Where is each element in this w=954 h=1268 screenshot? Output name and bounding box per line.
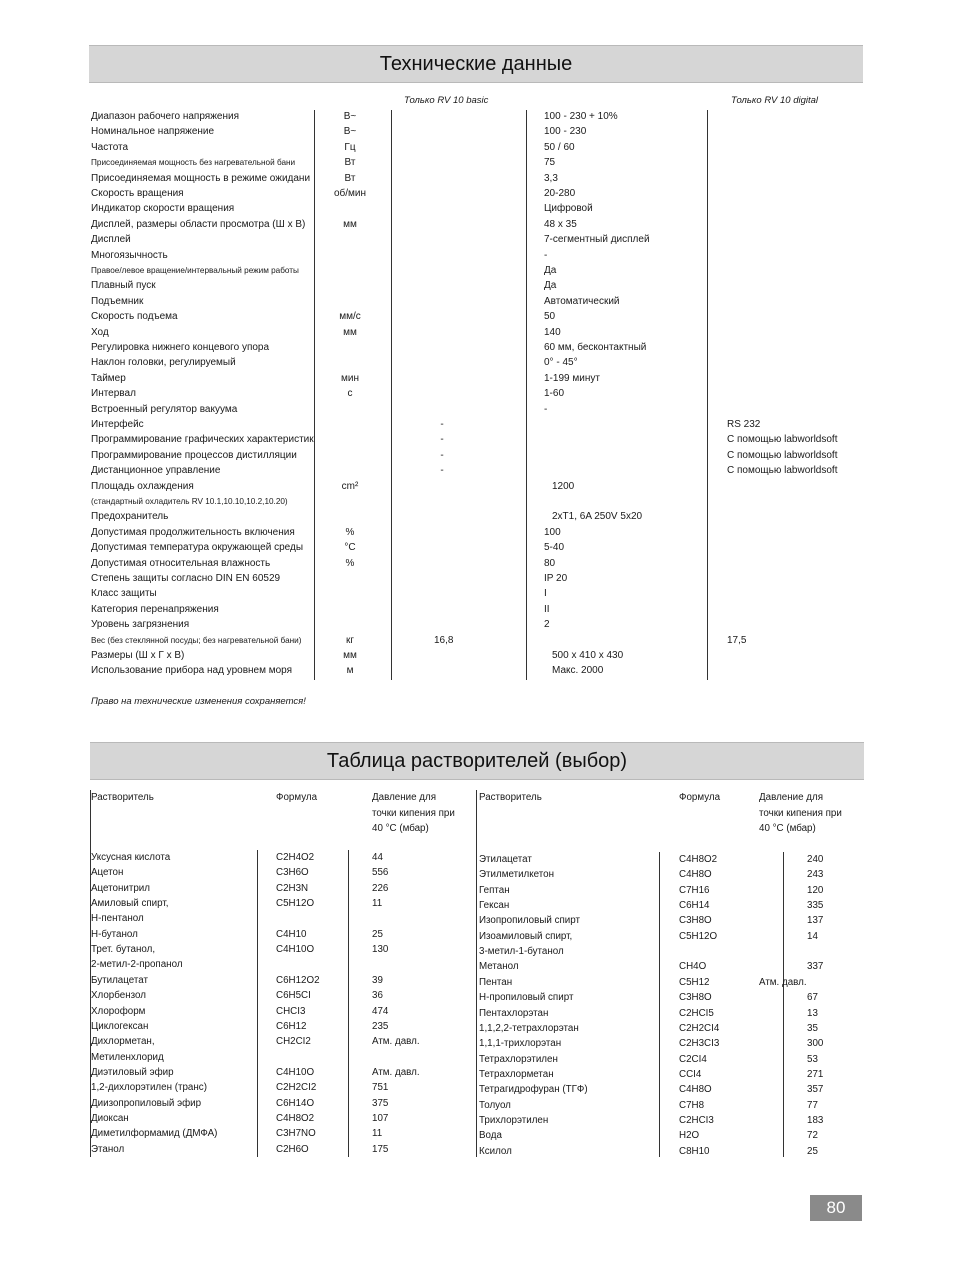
solvent-name: 2-метил-2-пропанол (91, 959, 183, 971)
spec-unit: Вт (344, 157, 356, 169)
spec-label: Индикатор скорости вращения (91, 203, 235, 215)
solvent-name: 1,2-дихлорэтилен (транс) (91, 1082, 207, 1094)
solvent-table-title: Таблица растворителей (выбор) (90, 742, 864, 780)
spec-unit: мин (341, 372, 359, 384)
solvent-formula: C8H10 (679, 1145, 710, 1157)
solvent-pressure: 556 (372, 867, 389, 879)
solvent-name: Н-пропиловый спирт (479, 992, 574, 1004)
solvent-pressure: 137 (807, 915, 824, 927)
spec-value: 500 x 410 x 430 (552, 650, 624, 661)
solvent-name: Вода (479, 1130, 502, 1142)
solvent-formula: C5H12 (679, 976, 710, 988)
solvent-formula: C4H8O (679, 869, 712, 881)
spec-value: Автоматический (544, 295, 620, 307)
solvent-pressure: 335 (807, 900, 824, 912)
tech-column-rule (707, 110, 708, 680)
solvent-name: Этилметилкетон (479, 869, 555, 881)
solvent-name: Гексан (479, 900, 510, 912)
spec-value: 100 - 230 (544, 126, 587, 138)
solvent-pressure: 130 (372, 944, 389, 956)
header-solvent: Растворитель (91, 792, 154, 803)
solvent-pressure: 25 (372, 928, 383, 940)
spec-label: Дисплей, размеры области просмотра (Ш х В) (91, 218, 306, 230)
solvent-pressure: 39 (372, 974, 383, 986)
solvent-pressure: 183 (807, 1114, 824, 1126)
solvent-formula: C4H8O2 (276, 1112, 315, 1124)
tech-data-title: Технические данные (89, 45, 863, 83)
solvent-name: 1,1,1-трихлорэтан (479, 1038, 562, 1050)
disclaimer-note: Право на технические изменения сохраняется! (91, 696, 306, 707)
solvent-pressure: 44 (372, 852, 383, 863)
solvent-pressure: 11 (372, 1128, 383, 1140)
header-pressure: 40 °C (мбар) (759, 823, 816, 834)
solvent-name: Тетрахлорэтилен (479, 1053, 558, 1065)
spec-label: Интерфейс (91, 419, 144, 430)
solvent-name: Изопропиловый спирт (479, 915, 580, 927)
solvent-name: Диэтиловый эфир (91, 1066, 174, 1078)
spec-label: Встроенный регулятор вакуума (91, 403, 238, 415)
spec-value: Макс. 2000 (552, 665, 604, 677)
solvent-name: Тетрагидрофуран (ТГФ) (479, 1084, 588, 1096)
header-pressure: 40 °C (мбар) (372, 823, 429, 834)
solvent-name: Диизопропиловый эфир (91, 1097, 202, 1109)
solvent-formula: CH4O (679, 961, 707, 973)
header-formula: Формула (679, 792, 721, 803)
solvent-column-rule (257, 850, 258, 1157)
spec-label: Вес (без стеклянной посуды; без нагревательной бани) (91, 635, 302, 645)
spec-label: Допустимая температура окружающей среды (91, 542, 304, 554)
solvent-formula: C6H12 (276, 1020, 307, 1032)
spec-value: 80 (544, 557, 556, 569)
spec-unit: об/мин (333, 188, 367, 199)
solvent-pressure: 120 (807, 884, 824, 896)
solvent-formula: C6H12O2 (276, 974, 320, 986)
spec-value: 140 (544, 326, 561, 338)
spec-unit: В~ (343, 126, 357, 138)
solvent-formula: C5H12O (679, 930, 718, 942)
solvent-formula: C2H6O (276, 1143, 309, 1155)
spec-value: Цифровой (544, 203, 593, 215)
spec-label: Интервал (91, 388, 136, 400)
solvent-column-rule (783, 852, 784, 1157)
spec-unit: мм (343, 326, 357, 338)
solvent-formula: C6H14 (679, 900, 710, 912)
spec-basic-value: 16,8 (434, 634, 454, 646)
spec-label: Многоязычность (91, 249, 168, 261)
solvent-name: Тетрахлорметан (479, 1068, 554, 1080)
spec-digital-value: С помощью labworldsoft (727, 465, 838, 477)
solvent-name: Амиловый спирт, (91, 898, 169, 910)
header-solvent: Растворитель (479, 792, 542, 803)
spec-value: Да (544, 265, 557, 276)
solvent-name: Бутилацетат (91, 974, 148, 986)
spec-value: 1-60 (544, 388, 565, 400)
solvent-pressure: 751 (372, 1082, 389, 1094)
spec-value: 0° - 45° (544, 357, 578, 369)
solvent-pressure: 240 (807, 854, 824, 865)
solvent-name: Трет. бутанол, (91, 944, 156, 956)
solvent-name: Метанол (479, 961, 519, 973)
spec-label: Класс защиты (91, 588, 157, 600)
spec-value: 50 (544, 311, 556, 323)
solvent-formula: CHCI3 (276, 1005, 306, 1017)
spec-label: Площадь охлаждения (91, 480, 194, 492)
solvent-name: Диметилформамид (ДМФА) (91, 1128, 218, 1140)
solvent-name: Метиленхлорид (91, 1051, 164, 1063)
solvent-name: Трихлорэтилен (479, 1114, 549, 1126)
spec-unit: % (345, 557, 355, 569)
spec-label: Частота (91, 141, 129, 153)
spec-label: Регулировка нижнего концевого упора (91, 342, 270, 353)
solvent-pressure: 337 (807, 961, 824, 973)
solvent-name: Гептан (479, 884, 510, 896)
solvent-pressure: 11 (372, 898, 383, 910)
solvent-formula: C3H6O (276, 867, 309, 879)
spec-basic-value: - (440, 419, 444, 430)
solvent-name: Уксусная кислота (91, 852, 171, 863)
solvent-pressure: Атм. давл. (759, 976, 807, 988)
solvent-formula: C7H16 (679, 884, 710, 896)
solvent-formula: C4H10O (276, 1066, 315, 1078)
spec-label: Ход (91, 326, 109, 338)
solvent-formula: CH2CI2 (276, 1036, 311, 1048)
spec-label: Категория перенапряжения (91, 603, 219, 615)
spec-unit: cm² (341, 480, 359, 492)
solvent-formula: C2H3CI3 (679, 1038, 720, 1050)
solvent-name: Дихлорметан, (91, 1036, 155, 1048)
spec-label: Номинальное напряжение (91, 126, 215, 138)
spec-label: Плавный пуск (91, 280, 156, 292)
spec-label: Дистанционное управление (91, 465, 221, 477)
spec-label: Таймер (91, 372, 126, 384)
spec-value: 60 мм, бесконтактный (544, 342, 647, 353)
spec-label: Уровень загрязнения (91, 619, 190, 631)
solvent-pressure: 235 (372, 1020, 389, 1032)
spec-unit: В~ (343, 111, 357, 122)
solvent-formula: C4H8O (679, 1084, 712, 1096)
spec-label: Диапазон рабочего напряжения (91, 111, 239, 122)
spec-label: Скорость вращения (91, 188, 184, 199)
spec-value: 20-280 (544, 188, 576, 199)
spec-label: Допустимая относительная влажность (91, 557, 271, 569)
spec-value: 3,3 (544, 172, 558, 184)
solvent-pressure: 271 (807, 1068, 824, 1080)
spec-value: 5-40 (544, 542, 565, 554)
spec-digital-value: RS 232 (727, 419, 761, 430)
solvent-column-rule (659, 852, 660, 1157)
solvent-pressure: 243 (807, 869, 824, 881)
solvent-pressure: 226 (372, 882, 389, 894)
spec-value: 48 x 35 (544, 218, 577, 230)
solvent-formula: C2H2CI2 (276, 1082, 317, 1094)
spec-label: Использование прибора над уровнем моря (91, 665, 293, 677)
solvent-formula: H2O (679, 1130, 700, 1142)
solvent-name: Н-бутанол (91, 928, 138, 940)
spec-value: IP 20 (544, 573, 568, 584)
spec-basic-value: - (440, 449, 444, 461)
spec-value: 7-сегментный дисплей (544, 234, 650, 246)
solvent-name: Изоамиловый спирт, (479, 930, 573, 942)
solvent-name: Ксилол (479, 1145, 512, 1157)
solvent-pressure: 53 (807, 1053, 818, 1065)
spec-label: Программирование процессов дистилляции (91, 449, 297, 461)
spec-basic-value: - (440, 434, 444, 446)
solvent-pressure: 375 (372, 1097, 389, 1109)
header-pressure: Давление для (372, 792, 437, 803)
spec-label: Дисплей (91, 234, 131, 246)
spec-unit: м (346, 665, 354, 677)
solvent-formula: CCI4 (679, 1068, 702, 1080)
spec-unit: с (347, 388, 353, 400)
solvent-formula: C2HCI5 (679, 1007, 714, 1019)
spec-value: 50 / 60 (544, 141, 575, 153)
page-number: 80 (810, 1195, 862, 1221)
solvent-formula: C3H8O (679, 992, 712, 1004)
solvent-name: Пентахлорэтан (479, 1007, 549, 1019)
solvent-formula: C4H8O2 (679, 854, 718, 865)
solvent-pressure: 474 (372, 1005, 389, 1017)
solvent-pressure: 300 (807, 1038, 824, 1050)
solvent-column-rule (348, 850, 349, 1157)
solvent-pressure: 25 (807, 1145, 818, 1157)
solvent-pressure: 14 (807, 930, 818, 942)
col-header-basic: Только RV 10 basic (404, 95, 489, 106)
solvent-name: Ацетонитрил (91, 882, 150, 894)
spec-value: 1-199 минут (544, 372, 600, 384)
solvent-pressure: 13 (807, 1007, 818, 1019)
solvent-pressure: 77 (807, 1099, 818, 1111)
solvent-name: Толуол (479, 1099, 511, 1111)
solvent-name: Хлорбензол (91, 990, 146, 1002)
spec-unit: мм/с (339, 311, 361, 323)
solvent-formula: C6H14O (276, 1097, 315, 1109)
spec-digital-value: 17,5 (727, 634, 747, 646)
solvent-pressure: 72 (807, 1130, 818, 1142)
solvent-formula: C5H12O (276, 898, 315, 910)
solvent-name: Этанол (91, 1143, 125, 1155)
solvent-formula: C2HCI3 (679, 1114, 714, 1126)
spec-unit: мм (343, 218, 357, 230)
spec-unit: °C (344, 542, 356, 554)
spec-digital-value: С помощью labworldsoft (727, 434, 838, 446)
header-pressure: точки кипения при (759, 807, 842, 819)
solvent-name: Этилацетат (479, 854, 532, 865)
col-header-digital: Только RV 10 digital (731, 95, 819, 106)
spec-value: - (544, 249, 548, 261)
solvent-name: Ацетон (91, 867, 124, 879)
spec-value: 100 (544, 526, 561, 538)
solvent-formula: C4H10O (276, 944, 315, 956)
spec-value: Да (544, 280, 557, 292)
solvent-pressure: 35 (807, 1022, 818, 1034)
spec-unit: Вт (344, 172, 356, 184)
spec-digital-value: С помощью labworldsoft (727, 449, 838, 461)
solvent-name: Хлороформ (91, 1005, 146, 1017)
solvent-formula: C2CI4 (679, 1053, 707, 1065)
tech-column-rule (391, 110, 392, 680)
solvent-name: Диоксан (91, 1112, 129, 1124)
solvent-formula: C6H5CI (276, 990, 311, 1002)
solvent-formula: C3H7NO (276, 1128, 316, 1140)
solvent-name: Циклогексан (91, 1020, 149, 1032)
spec-unit: Гц (344, 141, 356, 153)
solvent-pressure: 67 (807, 992, 818, 1004)
spec-label: Скорость подъема (91, 311, 178, 323)
header-pressure: Давление для (759, 792, 824, 803)
spec-label: Подъемник (91, 295, 144, 307)
solvent-name: 3-метил-1-бутанол (479, 946, 564, 958)
solvent-column-rule (476, 790, 477, 1157)
spec-label: Программирование графических характеристик (91, 434, 314, 446)
spec-label: Правое/левое вращение/интервальный режим работы (91, 266, 299, 275)
spec-unit: мм (343, 650, 357, 661)
spec-value: I (544, 588, 547, 600)
spec-label: Присоединяемая мощность без нагревательной бани (91, 158, 296, 168)
solvent-pressure: 357 (807, 1084, 824, 1096)
solvent-pressure: Атм. давл. (372, 1036, 420, 1048)
spec-value: 100 - 230 + 10% (544, 111, 618, 122)
spec-value: 2 (544, 619, 550, 631)
spec-label: Степень защиты согласно DIN EN 60529 (91, 573, 281, 584)
spec-label: Допустимая продолжительность включения (91, 526, 295, 538)
solvent-name: Пентан (479, 976, 513, 988)
solvent-formula: C4H10 (276, 928, 307, 940)
header-formula: Формула (276, 792, 318, 803)
spec-label: Присоединяемая мощность в режиме ожидани (91, 172, 311, 184)
spec-unit: % (345, 526, 355, 538)
spec-unit: кг (345, 634, 355, 646)
solvent-pressure: Атм. давл. (372, 1066, 420, 1078)
spec-label: (стандартный охладитель RV 10.1,10.10,10.2,10.20) (91, 497, 288, 506)
solvent-pressure: 107 (372, 1112, 389, 1124)
spec-label: Предохранитель (91, 511, 169, 523)
solvent-formula: C2H3N (276, 882, 309, 894)
spec-value: - (544, 403, 548, 415)
solvent-pressure: 175 (372, 1143, 389, 1155)
solvent-formula: C2H2CI4 (679, 1022, 720, 1034)
tech-column-rule (526, 110, 527, 680)
spec-label: Наклон головки, регулируемый (91, 357, 236, 369)
solvent-formula: C3H8O (679, 915, 712, 927)
header-pressure: точки кипения при (372, 807, 455, 819)
spec-value: 75 (544, 157, 556, 169)
spec-value: 1200 (552, 480, 575, 492)
solvent-name: Н-пентанол (91, 913, 144, 925)
solvent-name: 1,1,2,2-тетрахлорэтан (479, 1022, 579, 1034)
spec-value: II (544, 603, 550, 615)
spec-basic-value: - (440, 465, 444, 477)
spec-value: 2xT1, 6A 250V 5x20 (552, 511, 643, 523)
solvent-formula: C2H4O2 (276, 852, 315, 863)
solvent-formula: C7H8 (679, 1099, 705, 1111)
solvent-pressure: 36 (372, 990, 383, 1002)
spec-label: Размеры (Ш х Г х В) (91, 650, 185, 661)
